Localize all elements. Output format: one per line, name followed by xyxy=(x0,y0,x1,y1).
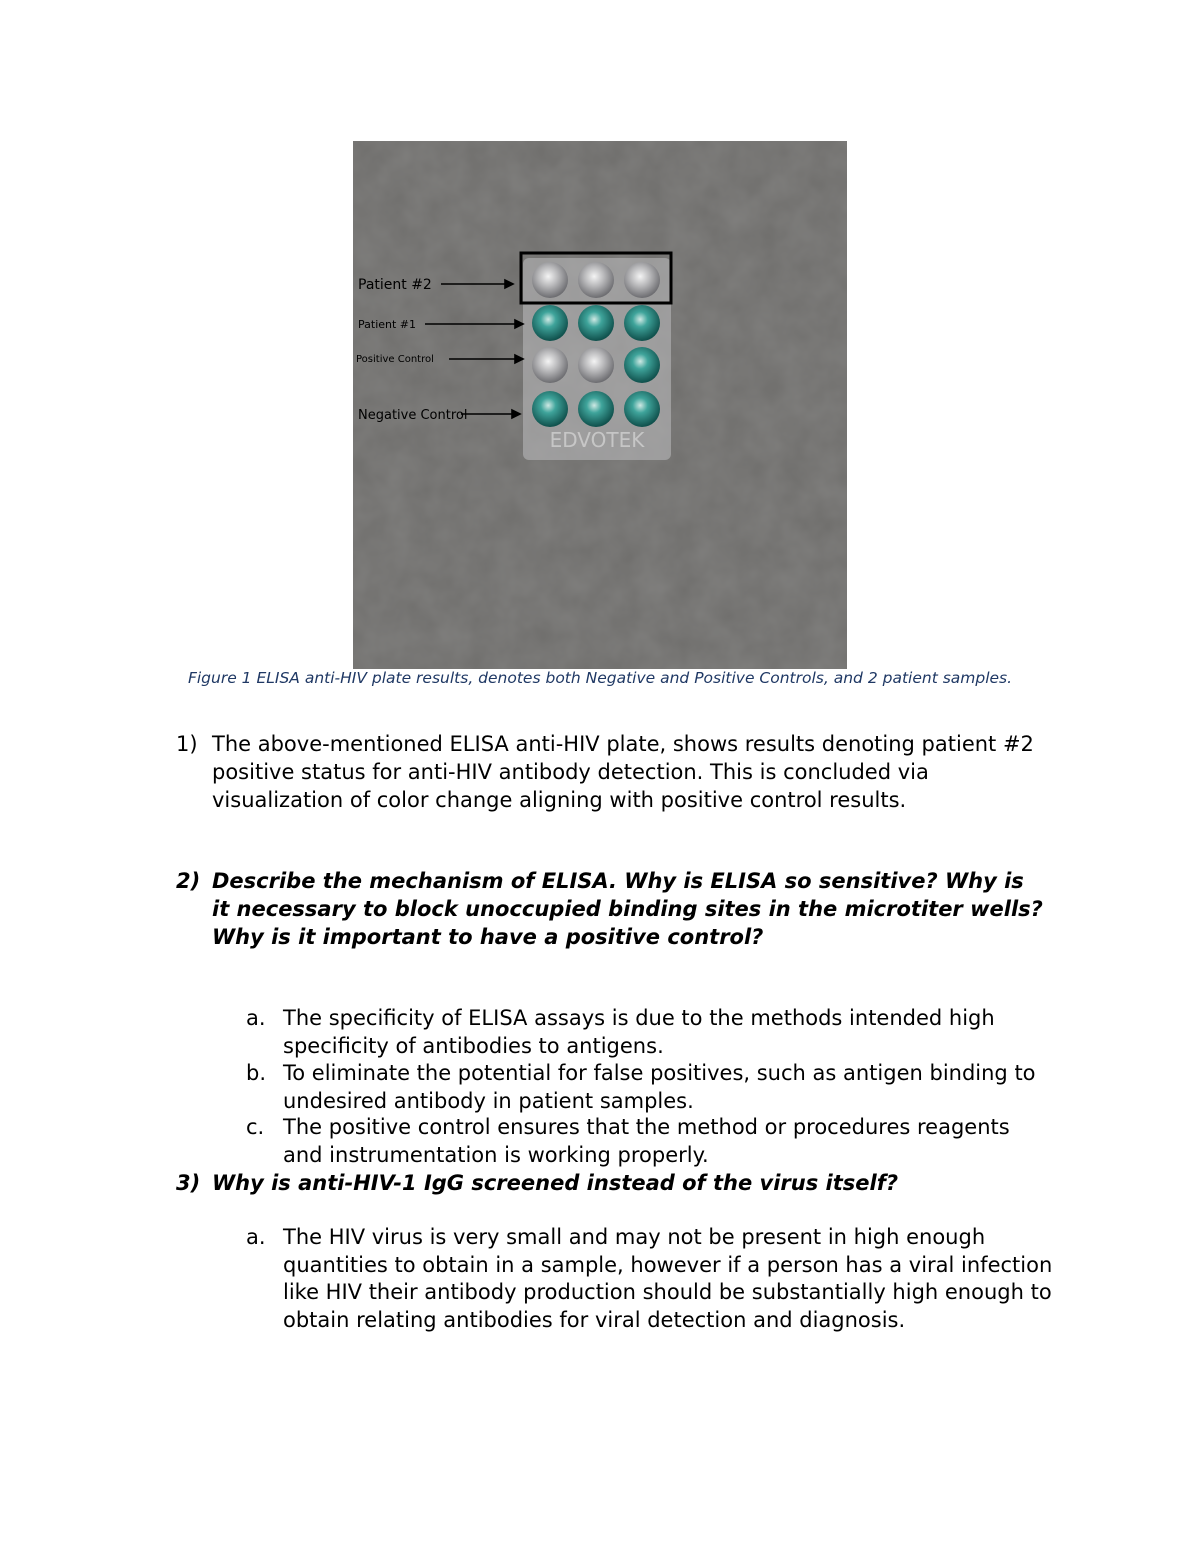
label-patient2: Patient #2 xyxy=(358,277,432,293)
well xyxy=(532,305,568,341)
answer-2c xyxy=(246,1114,1036,1169)
well xyxy=(532,347,568,383)
answer-2b xyxy=(246,1060,1036,1115)
label-patient1: Patient #1 xyxy=(358,318,417,331)
well xyxy=(578,305,614,341)
row-patient1-wells xyxy=(532,305,660,341)
question-2 xyxy=(176,867,1046,951)
item-1 xyxy=(176,730,1036,814)
plate-brand: EDVOTEK xyxy=(549,428,645,452)
label-positive-control: Positive Control xyxy=(356,354,434,365)
question-text: Describe the mechanism of ELISA. Why is ELISA so sensitive? Why is it necessary to block unoccupied binding sites in the microtiter wells? Why is it important to have a positive control? xyxy=(212,869,1043,949)
answer-letter: b. xyxy=(246,1061,267,1085)
row-patient2-wells xyxy=(532,262,660,298)
elisa-plate-photo xyxy=(353,141,847,669)
well xyxy=(578,262,614,298)
row-positive-control-wells xyxy=(532,347,660,383)
answer-letter: a. xyxy=(246,1225,266,1249)
well xyxy=(624,347,660,383)
answer-3a xyxy=(246,1224,1061,1334)
question-3 xyxy=(176,1169,1046,1197)
answer-text: To eliminate the potential for false positives, such as antigen binding to undesired antibody in patient samples. xyxy=(283,1061,1036,1113)
question-number: 2) xyxy=(176,869,201,893)
answer-text: The specificity of ELISA assays is due to the methods intended high specificity of antibodies to antigens. xyxy=(283,1006,995,1058)
answer-2a xyxy=(246,1005,1036,1060)
well xyxy=(578,391,614,427)
answer-letter: c. xyxy=(246,1115,265,1139)
question-text: Why is anti-HIV-1 IgG screened instead of the virus itself? xyxy=(212,1171,899,1195)
question-number: 3) xyxy=(176,1171,201,1195)
answer-text: The HIV virus is very small and may not be present in high enough quantities to obtain in a sample, however if a person has a viral infection like HIV their antibody production should be substantially high enough to obtain relating antibodies for viral detection and diagnosis. xyxy=(283,1225,1053,1332)
row-negative-control-wells xyxy=(532,391,660,427)
answer-text: The positive control ensures that the method or procedures reagents and instrumentation is working properly. xyxy=(283,1115,1010,1167)
well xyxy=(624,262,660,298)
well xyxy=(578,347,614,383)
answer-letter: a. xyxy=(246,1006,266,1030)
item-text: The above-mentioned ELISA anti-HIV plate, shows results denoting patient #2 positive status for anti-HIV antibody detection. This is concluded via visualization of color change aligning with positive control results. xyxy=(212,732,1034,812)
well xyxy=(624,305,660,341)
item-number: 1) xyxy=(176,732,198,756)
well xyxy=(624,391,660,427)
figure-caption: Figure 1 ELISA anti-HIV plate results, denotes both Negative and Positive Controls, and 2 patient samples. xyxy=(187,669,1013,687)
well xyxy=(532,262,568,298)
label-negative-control: Negative Control xyxy=(358,408,468,423)
well xyxy=(532,391,568,427)
